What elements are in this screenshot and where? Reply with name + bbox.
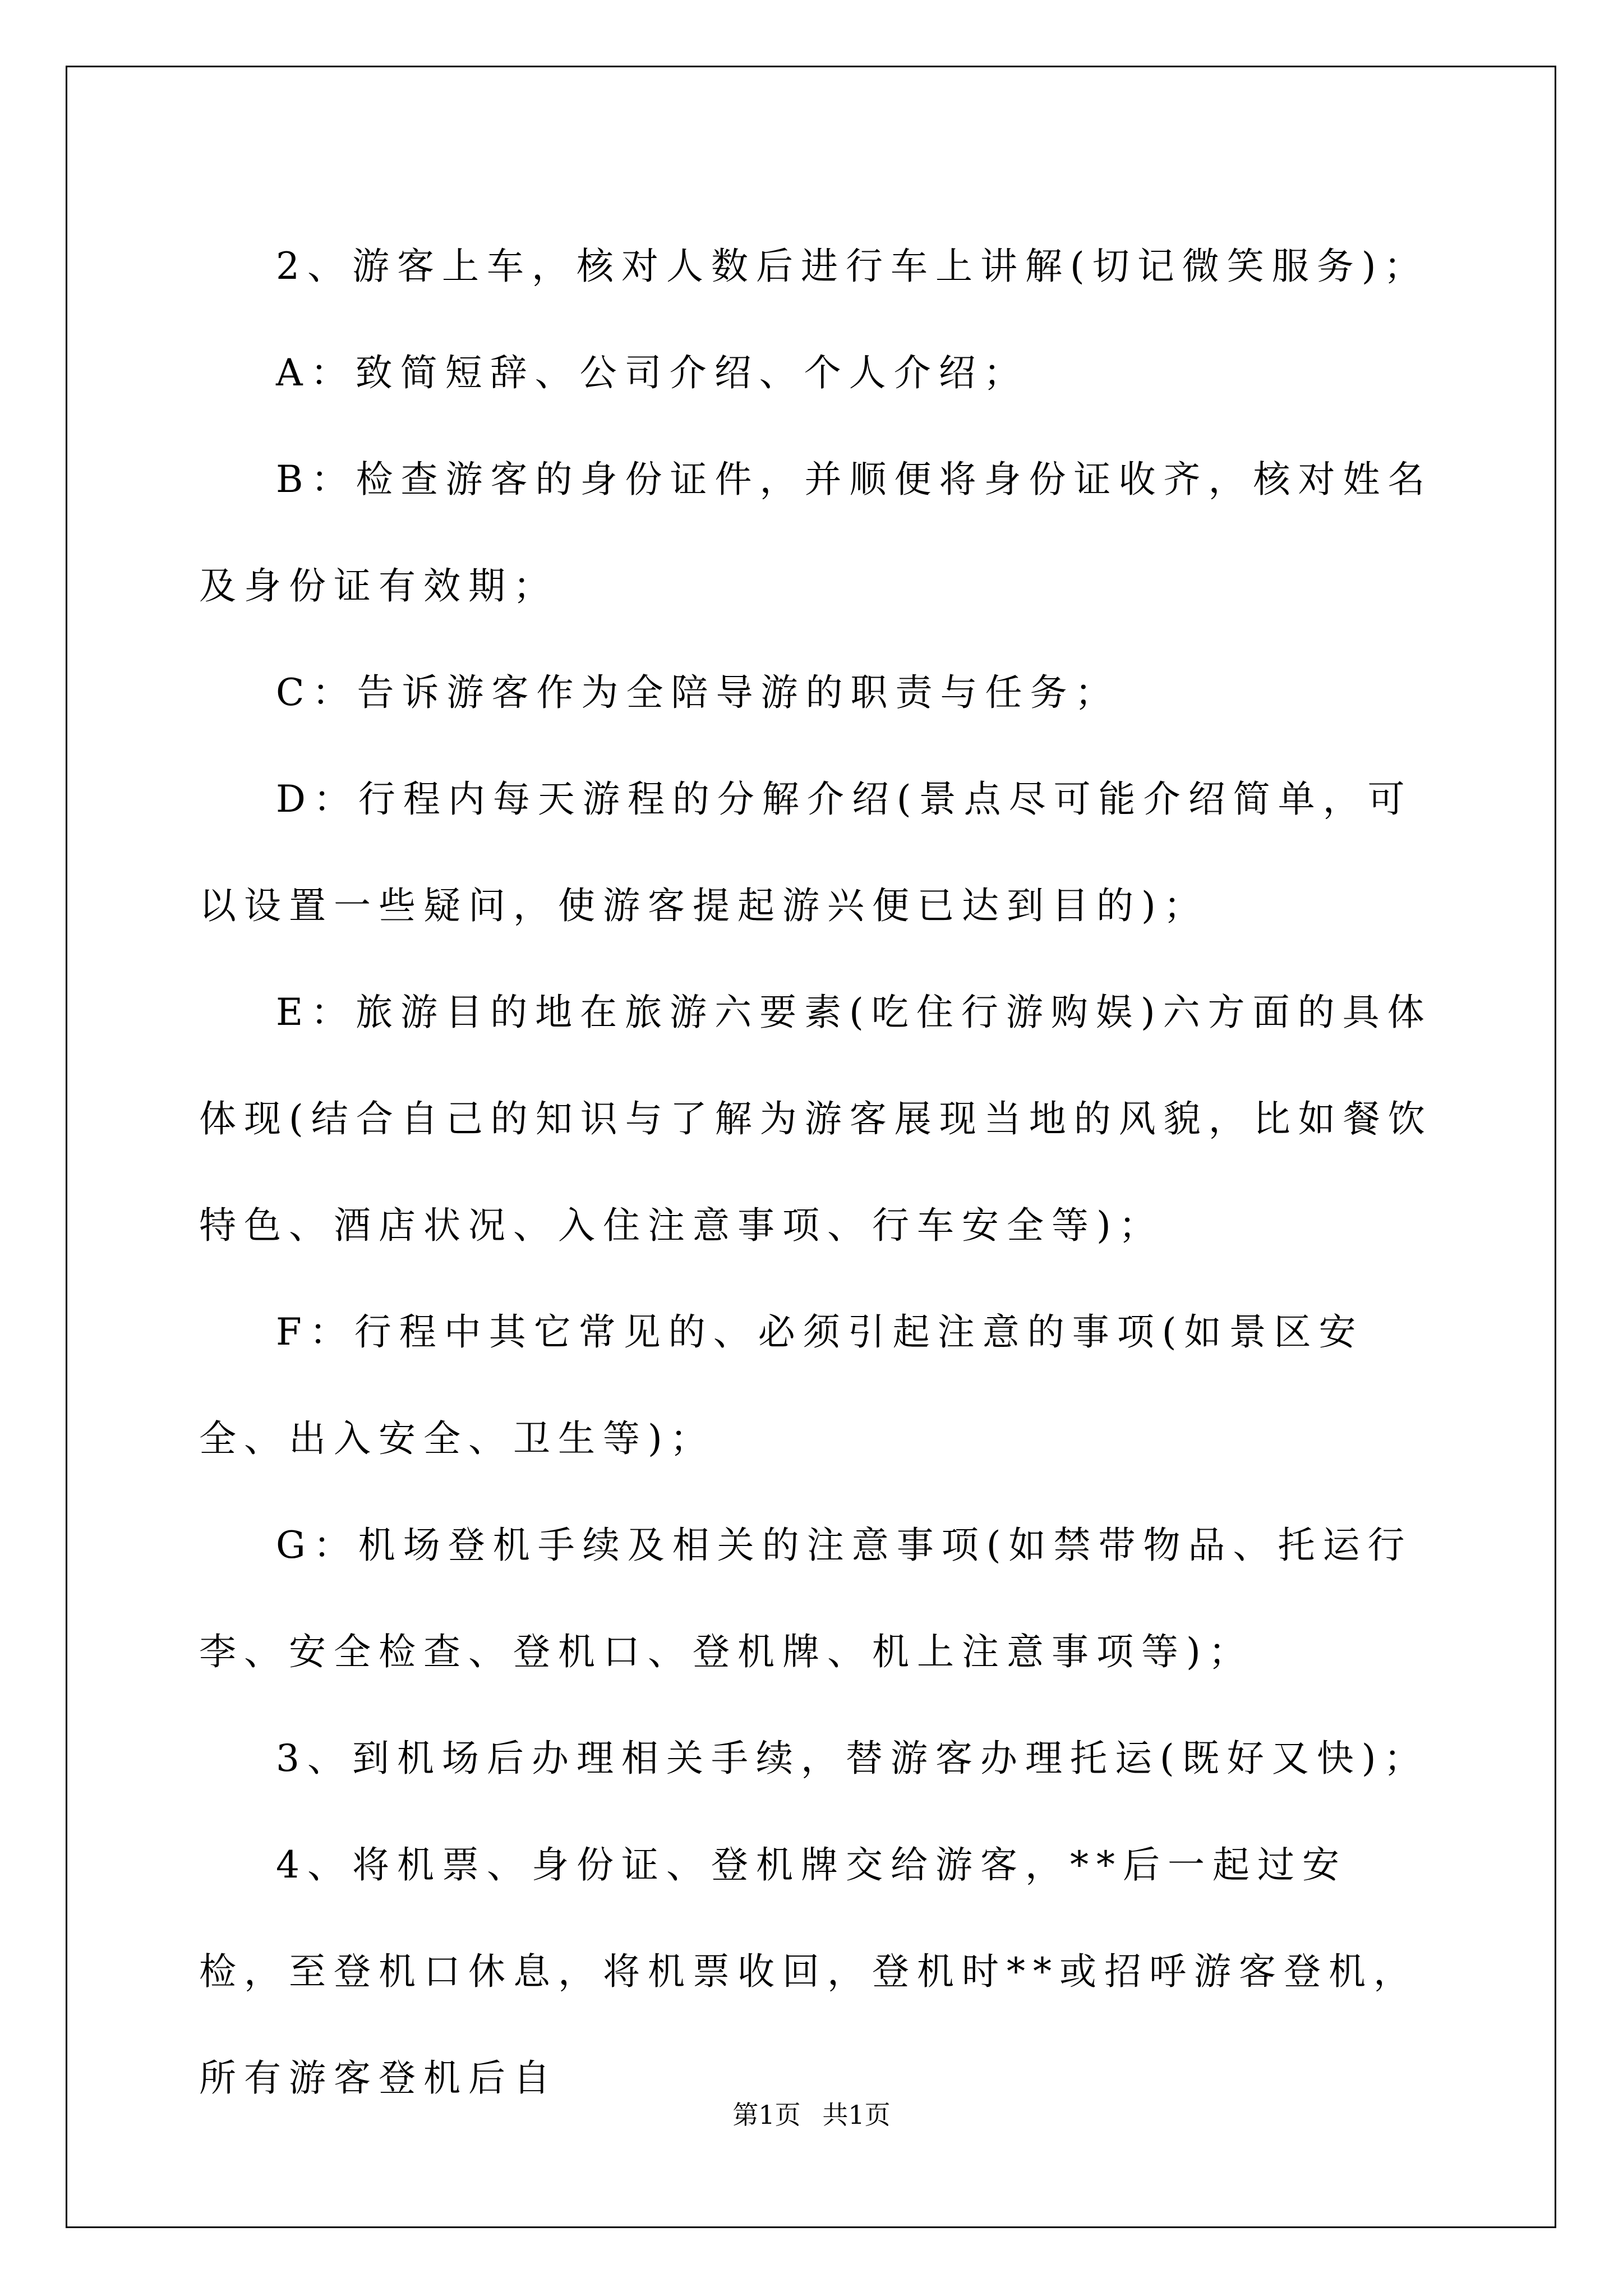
- paragraph-2: A：致简短辞、公司介绍、个人介绍；: [276, 351, 1029, 394]
- paragraph-8: G：机场登机手续及相关的注意事项(如禁带物品、托运行李、安全检查、登机口、登机牌、机上注意事项等)；: [199, 1524, 1413, 1673]
- page-number-total: 共1页: [822, 2100, 891, 2130]
- paragraph-6: E：旅游目的地在旅游六要素(吃住行游购娱)六方面的具体体现(结合自己的知识与了解为游客展现当地的风貌，比如餐饮特色、酒店状况、入住注意事项、行车安全等)；: [199, 991, 1433, 1247]
- paragraph-7: F：行程中其它常见的、必须引起注意的事项(如景区安全、出入安全、卫生等)；: [199, 1310, 1364, 1460]
- page-number-current: 第1页: [732, 2100, 801, 2130]
- paragraph-1: 2、游客上车，核对人数后进行车上讲解(切记微笑服务)；: [276, 245, 1429, 288]
- paragraph-10: 4、将机票、身份证、登机牌交给游客，**后一起过安检，至登机口休息，将机票收回，登机时**或招呼游客登机，所有游客登机后自: [199, 1843, 1418, 2100]
- page-footer: [0, 2098, 1623, 2132]
- paragraph-5: D：行程内每天游程的分解介绍(景点尽可能介绍简单，可以设置一些疑问，使游客提起游兴便已达到目的)；: [199, 777, 1413, 927]
- paragraph-4: C：告诉游客作为全陪导游的职责与任务；: [276, 671, 1120, 714]
- document-body: [199, 213, 1433, 2132]
- paragraph-9: 3、到机场后办理相关手续，替游客办理托运(既好又快)；: [276, 1737, 1429, 1780]
- paragraph-3: B：检查游客的身份证件，并顺便将身份证收齐，核对姓名及身份证有效期；: [199, 458, 1433, 608]
